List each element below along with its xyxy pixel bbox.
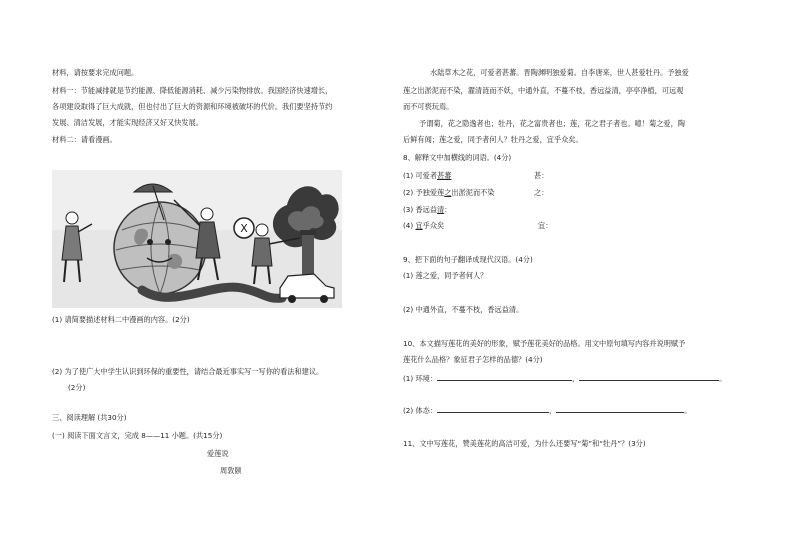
- q10-1-comma: ，: [572, 374, 580, 383]
- passage-p1-line-1: 水陆草木之花，可爱者甚蕃。晋陶渊明独爱菊。自李唐来，世人甚爱牡丹。予独爱: [430, 68, 689, 77]
- question-10-line-2: 莲花什么品格？象征君子怎样的品德？(4分): [403, 355, 543, 364]
- q8-3-underlined-word: 清: [437, 205, 445, 214]
- q8-4-suffix: 乎众矣: [422, 221, 445, 230]
- question-9-item-2: (2) 中通外直，不蔓不枝，香远益清。: [403, 305, 524, 314]
- q10-1-blank-a[interactable]: [437, 372, 572, 381]
- q10-2-comma: ，: [549, 406, 557, 415]
- q8-3-prefix: (3) 香远益: [403, 205, 438, 214]
- question-8-item-4: [403, 220, 444, 231]
- poem-title: 爱莲说: [207, 449, 229, 458]
- question-1: (1) 请简要描述材料二中漫画的内容。(2分): [52, 315, 190, 324]
- question-9-item-1: (1) 莲之爱，同予者何人？: [403, 271, 488, 280]
- q8-2-suffix: 出淤泥而不染: [451, 188, 495, 197]
- question-10-item-2: [403, 404, 691, 416]
- q8-2-answer-label: 之：: [534, 188, 549, 197]
- passage-p2-line-1: 予谓菊，花之隐逸者也；牡丹，花之富贵者也；莲，花之君子者也。噫！菊之爱，陶: [419, 119, 685, 128]
- question-2-line-1: (2) 为了使广大中学生认识到环保的重要性，请结合最近事实写一写你的看法和建议。: [52, 367, 324, 376]
- q8-4-prefix: (4): [403, 221, 416, 230]
- environment-cartoon: [52, 170, 342, 308]
- cartoon-sign-text: X: [240, 222, 248, 235]
- q10-1-period: 。: [719, 374, 727, 383]
- question-8-item-3: [403, 204, 451, 215]
- q8-2-prefix: (2) 予独爱莲: [403, 188, 445, 197]
- q8-2-underlined-word: 之: [444, 188, 452, 197]
- q10-2-blank-a[interactable]: [437, 404, 549, 413]
- question-8-item-1: [403, 170, 451, 181]
- q8-3-answer-label: ：: [444, 205, 452, 214]
- question-11: 11、文中写莲花，赞美莲花的高洁可爱，为什么还要写“菊”和“牡丹”？(3分): [403, 439, 646, 448]
- material-one-line-1: 材料一：节能减排就是节约能源、降低能源消耗、减少污染物排放。我国经济快速增长，: [52, 86, 333, 95]
- q8-4-answer-label: 宜：: [538, 221, 553, 230]
- q10-1-blank-b[interactable]: [579, 372, 719, 381]
- q10-2-blank-b[interactable]: [556, 404, 684, 413]
- section-three-heading: 三、阅读理解 (共30分): [52, 413, 127, 422]
- passage-p2-line-2: 后鲜有闻；莲之爱，同予者何人？牡丹之爱，宜乎众矣。: [403, 135, 583, 144]
- poem-author: 周敦颐: [220, 466, 242, 475]
- q8-4-underlined-word: 宜: [415, 221, 423, 230]
- question-8: 8、解释文中加横线的词语。(4分): [403, 153, 512, 162]
- subsection-one-heading: (一) 阅读下面文言文，完成 8——11 小题。(共15分): [52, 431, 223, 440]
- q8-1-answer-label: 甚：: [534, 171, 549, 180]
- material-one-line-3: 发展、清洁发展，才能实现经济又好又快发展。: [52, 118, 203, 127]
- q10-2-label: (2) 体态：: [403, 406, 438, 415]
- question-9: 9、把下面的句子翻译成现代汉语。(4分): [403, 255, 533, 264]
- q10-1-label: (1) 环境：: [403, 374, 438, 383]
- intro-line: 材料，请按要求完成问题。: [52, 68, 139, 77]
- q8-1-underlined-word: 甚蕃: [437, 171, 452, 180]
- passage-p1-line-2: 莲之出淤泥而不染，濯清涟而不妖，中通外直，不蔓不枝，香远益清，亭亭净植，可远观: [403, 86, 684, 95]
- material-one-line-2: 各项建设取得了巨大成就，但也付出了巨大的资源和环境被破坏的代价。我们要坚持节约: [52, 102, 333, 111]
- question-2-line-2: (2分): [68, 383, 86, 392]
- q8-1-prefix: (1) 可爱者: [403, 171, 438, 180]
- q10-2-period: 。: [684, 406, 692, 415]
- passage-p1-line-3: 而不可亵玩焉。: [403, 102, 454, 111]
- question-10-line-1: 10、本文描写莲花的美好的形象，赋予莲花美好的品格。用文中原句填写内容并说明赋予: [403, 339, 686, 348]
- material-two-line: 材料二：请看漫画。: [52, 135, 117, 144]
- question-10-item-1: [403, 372, 726, 384]
- question-8-item-2: [403, 187, 495, 198]
